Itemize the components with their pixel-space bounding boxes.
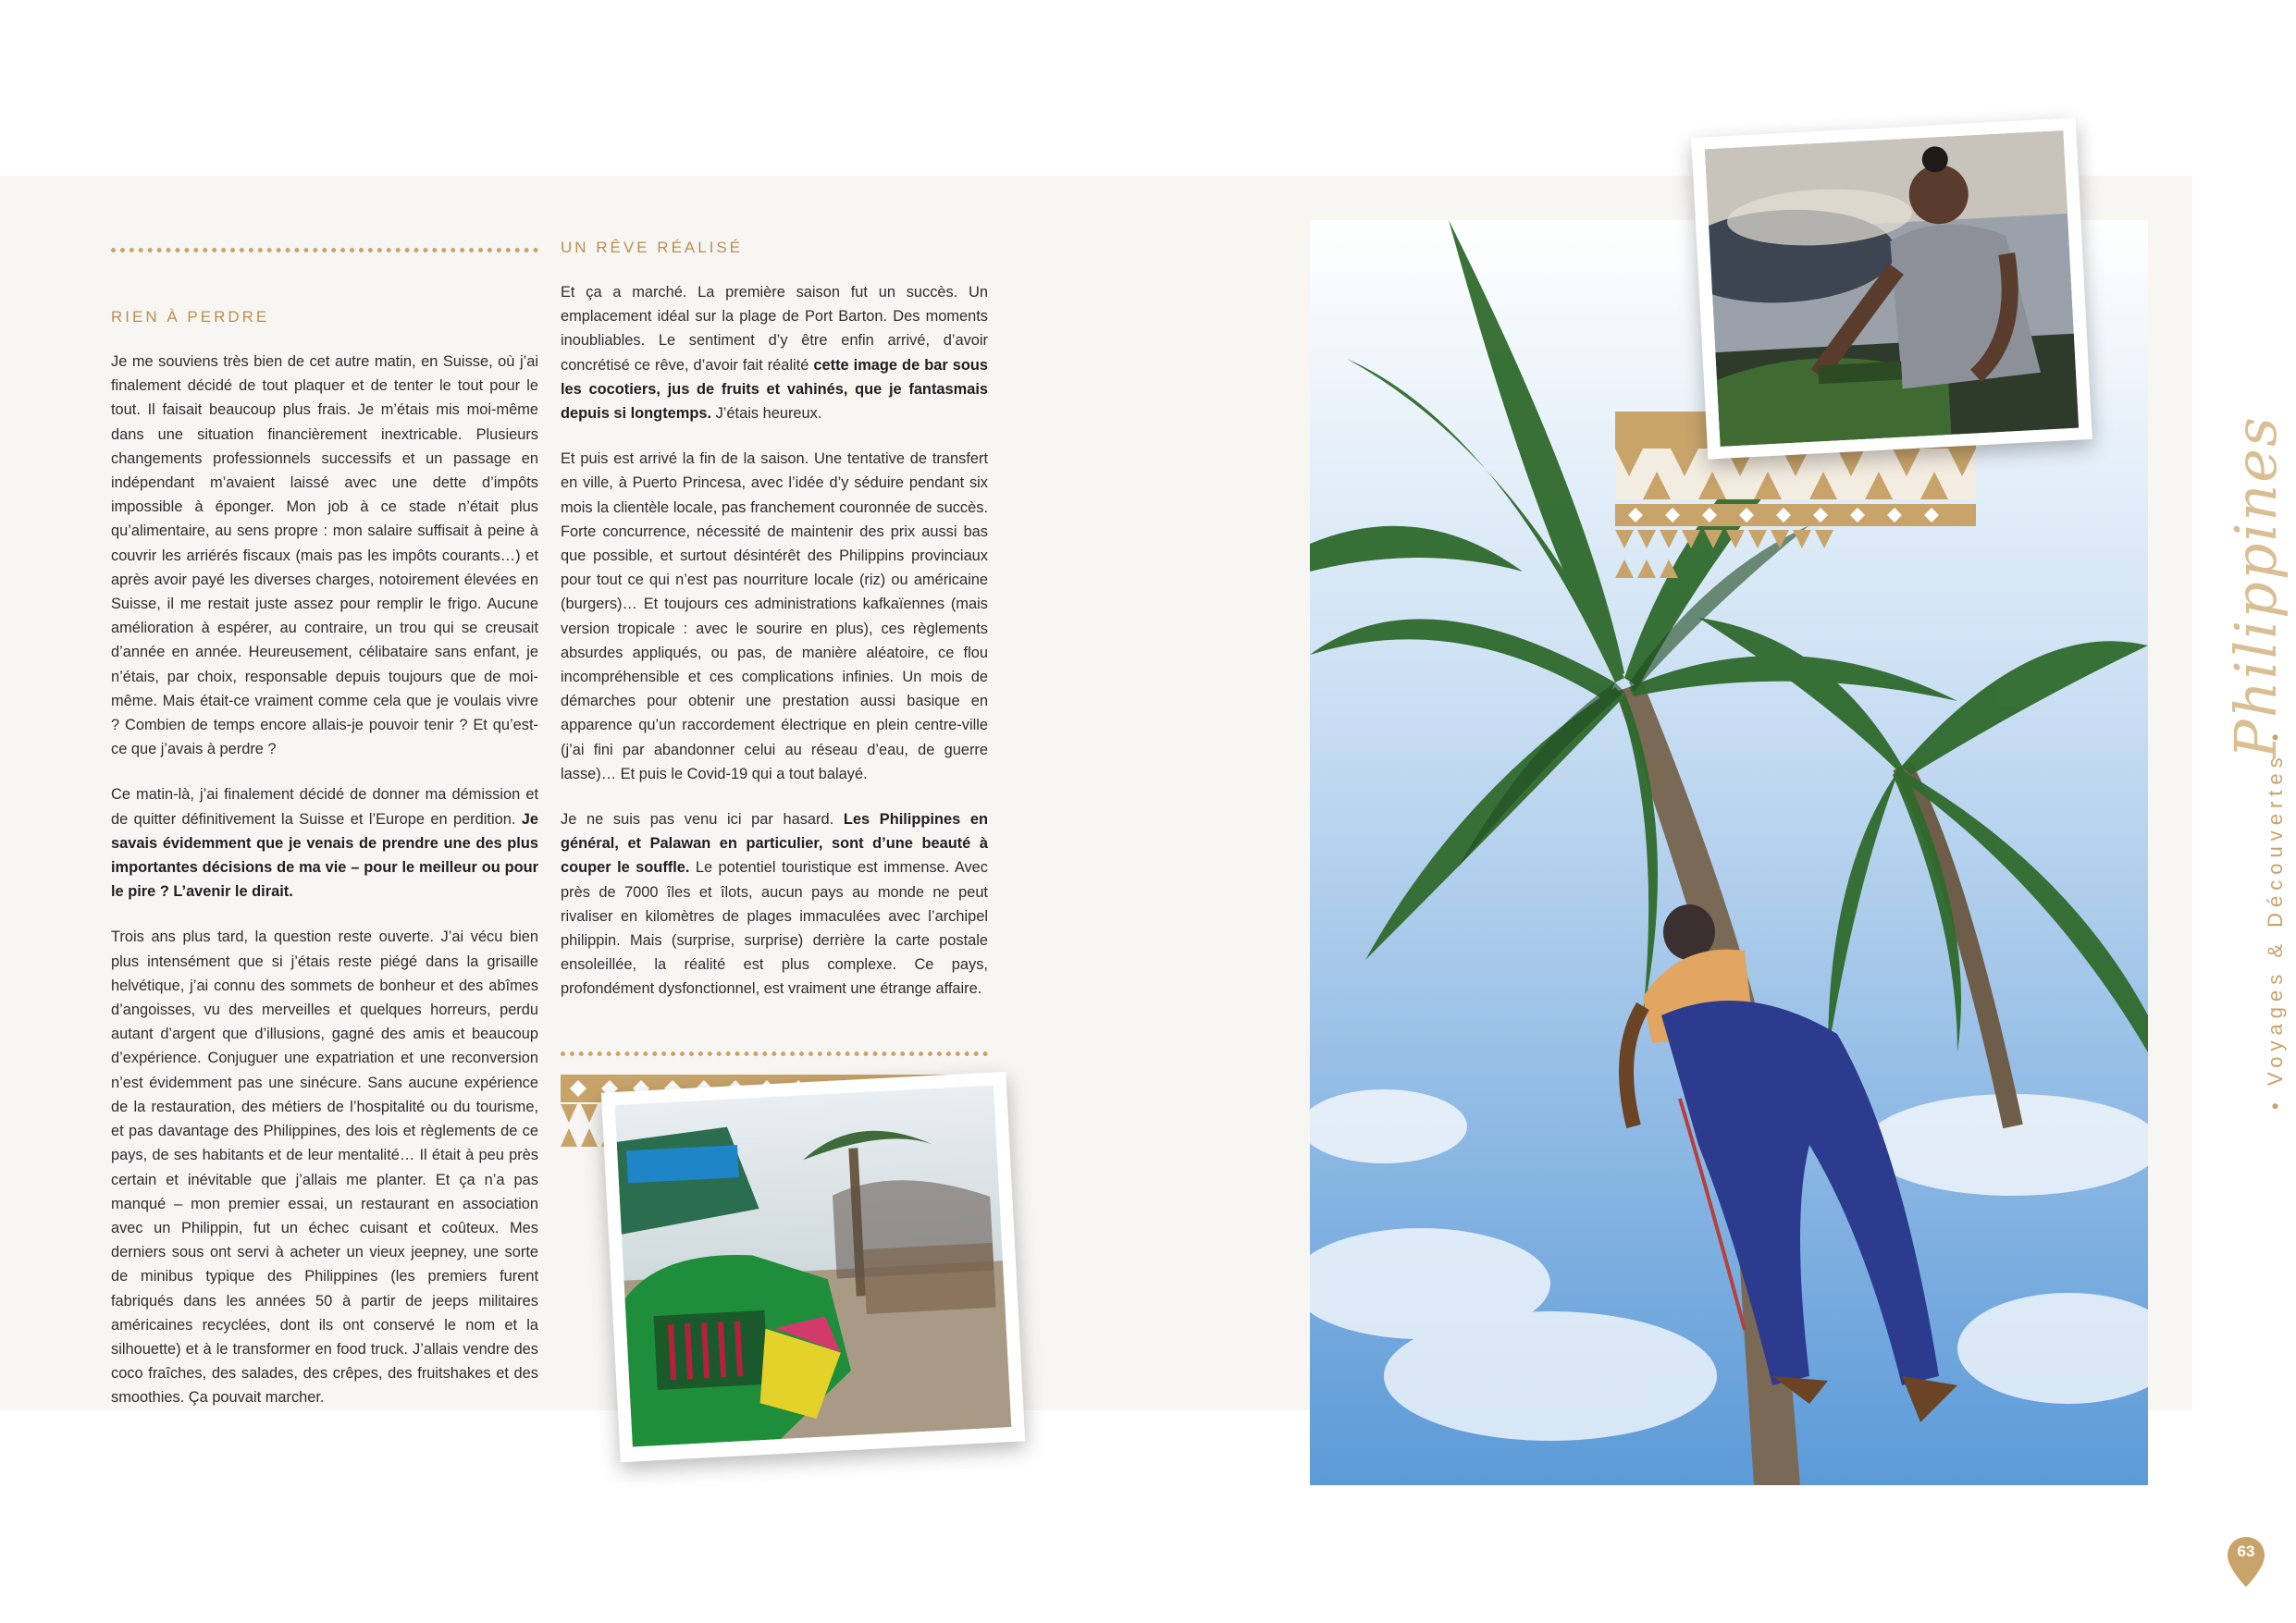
bold-text-run: Les Philippines en général, et Palawan en particulier, sont d’une beauté à couper le souffle. (561, 811, 988, 877)
text-run: Trois ans plus tard, la question reste ouverte. J’ai vécu bien plus intensément que si j’étais reste piégé dans la grisaille helvétique, j’ai connu des sommets de bonheur et des abîmes d’angoisses, vu des merveilles et quelques horreurs, perdu autant d’argent que d’illusions, gagné des amis et beaucoup d’expérience. Conjuguer une expatriation et une reconversion n’est évidemment pas une sinécure. Sans aucune expérience de la restauration, des métiers de l’hospitalité ou du tourisme, et pas davantage des Philippines, des lois et règlements de ce pays, de ses habitants et de leur mentalité… Il était à peu près certain et inévitable que j’allais me planter. Et ça n’a pas manqué – mon premier essai, un restaurant en association avec un Philippin, fut un échec cuisant et coûteux. Mes derniers sous ont servi à acheter un vieux jeepney, une sorte de minibus typique des Philippines (les premiers furent fabriqués dans les années 50 à partir de jeeps militaires américaines recyclées, dont ils ont conservé le nom et la silhouette) et à le transformer en food truck. J’allais vendre des coco fraîches, des salades, des crêpes, des fruitshakes et des smoothies. Ça pouvait marcher. (111, 928, 538, 1407)
paragraph (111, 782, 538, 904)
middle-column-text (561, 280, 988, 1023)
paragraph (561, 280, 988, 425)
left-dotted-rule (111, 248, 538, 252)
page-number: 63 (2237, 1543, 2255, 1560)
bold-text-run: cette image de bar sous les cocotiers, jus de fruits et vahinés, que je fantasmais depuis si longtemps. (561, 356, 988, 423)
paragraph (561, 447, 988, 786)
side-section-label: • Voyages & Découvertes • (2264, 728, 2287, 1110)
side-script-label: Philippines (2222, 415, 2290, 758)
paragraph (111, 925, 538, 1409)
paragraph (561, 807, 988, 1002)
bold-text-run: Je savais évidemment que je venais de prendre une des plus importantes décisions de ma vie – pour le meilleur ou pour le pire ? L’avenir le dirait. (111, 810, 538, 901)
paragraph (111, 350, 538, 761)
text-run: Et puis est arrivé la fin de la saison. Une tentative de transfert en ville, à Puerto Princesa, avec l’idée d’y séduire pendant six mois la clientèle locale, pas franchement couronnée de succès. Forte concurrence, nécessité de maintenir des prix aussi bas que possible, et surtout désintérêt des Philippins provinciaux pour tout ce qui n’est pas nourriture locale (riz) ou américaine (burgers)… Et toujours ces administrations kafkaïennes (mais version tropicale : avec le sourire en plus), ces règlements absurdes appliqués, ou pas, de manière aléatoire, ce flou incompréhensible et ces complications infinies. Un mois de démarches pour obtenir une prestation aussi basique en apparence qu’un raccordement électrique en plein centre-ville (j’ai fini par abandonner celui au réseau d’eau, de guerre lasse)… Et puis le Covid-19 qui a tout balayé. (561, 450, 988, 782)
text-run: Le potentiel touristique est immense. Avec près de 7000 îles et îlots, aucun pays au monde ne peut rivaliser en kilomètres de plages immaculées avec l’archipel philippin. Mais (surprise, surprise) derrière la carte postale ensoleillée, la réalité est plus complexe. Ce pays, profondément dysfonctionnel, est vraiment une étrange affaire. (561, 859, 988, 998)
left-column-text (111, 350, 538, 1432)
middle-heading: UN RÊVE RÉALISÉ (561, 239, 744, 256)
jeepney-photo (615, 1086, 1012, 1447)
text-run: Je me souviens très bien de cet autre matin, en Suisse, où j’ai finalement décidé de tout plaquer et de tenter le tout pour le tout. Il faisait beaucoup plus frais. Je m’étais mis moi-même dans une situation financièrement inextricable. Plusieurs changements professionnels successifs et un passage en indépendant m’avaient laissé avec une dette d’impôts impossible à éponger. Mon job à ce stade n’était plus qu’alimentaire, au sens propre : mon salaire suffisait à peine à couvrir les arriérés fiscaux (mais pas les impôts courants…) et après avoir payé les diverses charges, notoirement élevées en Suisse, il me restait juste assez pour remplir le frigo. Aucune amélioration à espérer, au contraire, un trou qui se creusait d’année en année. Heureusement, célibataire sans enfant, je n’étais, par choix, responsable depuis toujours que de moi-même. Mais était-ce vraiment comme cela que je voulais vivre ? Combien de temps encore allais-je pouvoir tenir ? Et qu’est-ce que j’avais à perdre ? (111, 353, 538, 758)
text-run: Je ne suis pas venu ici par hasard. (561, 811, 844, 829)
jeepney-photo-polaroid (601, 1072, 1025, 1462)
woman-preparing-food-photo (1705, 130, 2079, 447)
text-run: Et ça a marché. La première saison fut un succès. Un emplacement idéal sur la plage de Port Barton. Des moments inoubliables. Le sentiment d’y être enfin arrivé, d’avoir concrétisé ce rêve, d’avoir fait réalité (561, 284, 988, 374)
text-run: Ce matin-là, j’ai finalement décidé de donner ma démission et de quitter définitivement la Suisse et l’Europe en perdition. (111, 786, 538, 828)
woman-photo-polaroid (1691, 117, 2092, 459)
left-heading: RIEN À PERDRE (111, 308, 270, 326)
text-run: J’étais heureux. (711, 405, 822, 423)
middle-bottom-dotted-rule (561, 1051, 988, 1056)
